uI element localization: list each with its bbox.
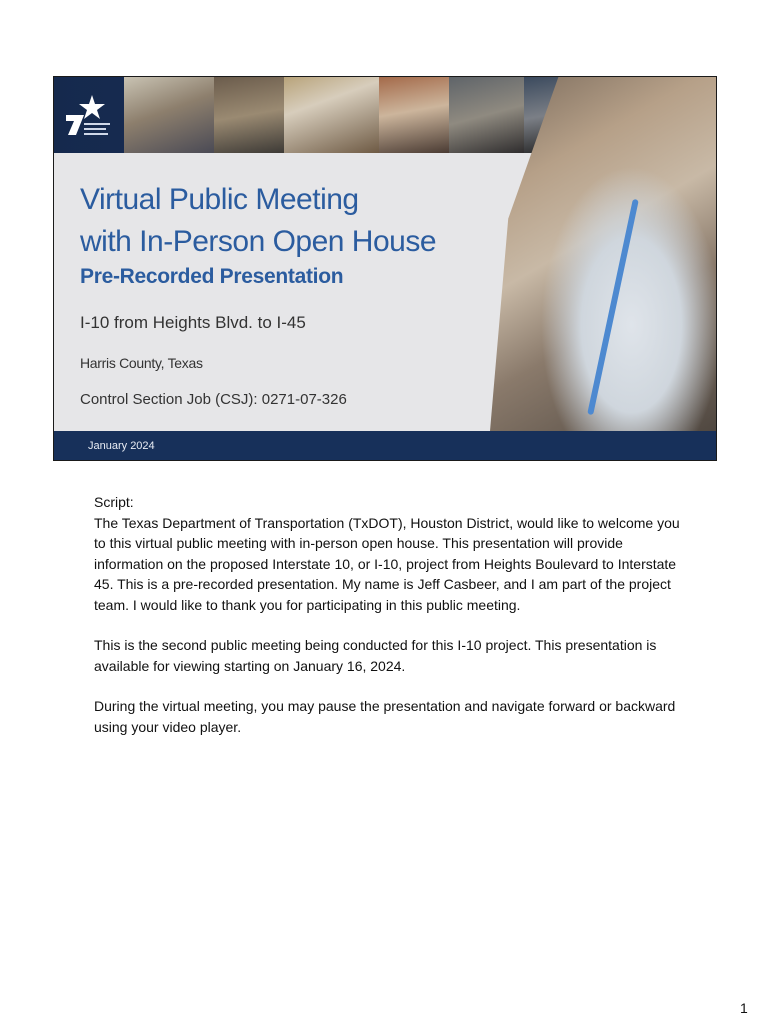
meeting-photo <box>124 77 214 153</box>
project-county: Harris County, Texas <box>80 355 203 371</box>
script-heading: Script: <box>94 494 134 510</box>
slide-date: January 2024 <box>88 440 155 452</box>
script-notes <box>94 492 684 757</box>
slide-thumbnail <box>53 76 717 461</box>
project-csj: Control Section Job (CSJ): 0271-07-326 <box>80 391 347 408</box>
meeting-photo <box>214 77 284 153</box>
slide-footer <box>54 431 717 461</box>
page-number: 1 <box>740 1000 748 1016</box>
project-route: I-10 from Heights Blvd. to I-45 <box>80 313 306 332</box>
slide-title-line-2: with In-Person Open House <box>80 225 437 258</box>
script-paragraph: The Texas Department of Transportation (TxDOT), Houston District, would like to welcome you to this virtual public meeting with in-person open house. This presentation will provide information on the proposed Interstate 10, or I-10, project from Heights Boulevard to Interstate 45. This is a pre-recorded presentation. My name is Jeff Casbeer, and I am part of the project team. I would like to thank you for participating in this public meeting. <box>94 514 680 613</box>
meeting-photo <box>449 77 524 153</box>
script-paragraph: This is the second public meeting being conducted for this I-10 project. This presentation is available for viewing starting on January 16, 2024. <box>94 637 657 674</box>
script-paragraph: During the virtual meeting, you may pause the presentation and navigate forward or backward using your video player. <box>94 698 676 735</box>
slide-title-line-1: Virtual Public Meeting <box>80 183 359 216</box>
meeting-photo <box>379 77 449 153</box>
txdot-logo <box>62 93 116 139</box>
title-block <box>80 179 500 291</box>
slide-subtitle: Pre-Recorded Presentation <box>80 265 344 288</box>
meeting-photo <box>284 77 379 153</box>
